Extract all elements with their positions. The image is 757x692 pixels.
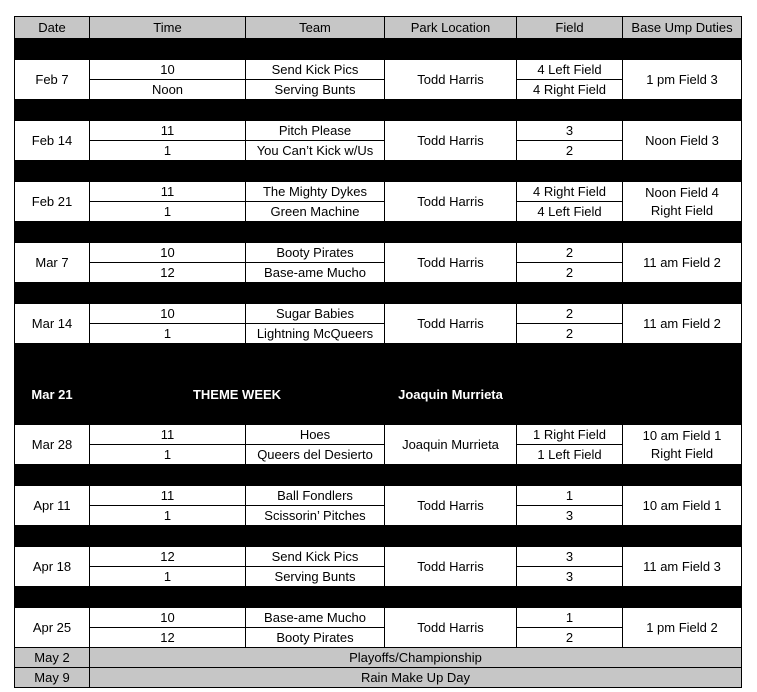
special-date: May 2 (15, 648, 90, 668)
game-row (15, 425, 742, 445)
team-name: Send Kick Pics (246, 60, 385, 80)
team-name: Ball Fondlers (246, 486, 385, 506)
special-row (15, 648, 742, 668)
game-date: Mar 14 (15, 304, 90, 344)
schedule-table (14, 16, 742, 688)
field-name: 4 Left Field (517, 202, 623, 222)
separator-cell (15, 526, 742, 547)
theme-blank (517, 365, 742, 425)
game-date: Mar 7 (15, 243, 90, 283)
separator-cell (15, 465, 742, 486)
game-time: 1 (90, 202, 246, 222)
game-date: Mar 28 (15, 425, 90, 465)
field-name: 1 Left Field (517, 445, 623, 465)
field-name: 2 (517, 243, 623, 263)
game-row (15, 608, 742, 628)
team-name: You Can’t Kick w/Us (246, 141, 385, 161)
ump-duties: 1 pm Field 2 (623, 608, 742, 648)
separator-cell (15, 344, 742, 365)
ump-duties: Noon Field 3 (623, 121, 742, 161)
field-name: 2 (517, 324, 623, 344)
game-time: 1 (90, 567, 246, 587)
team-name: Green Machine (246, 202, 385, 222)
separator-row (15, 161, 742, 182)
separator-row (15, 587, 742, 608)
schedule-body (15, 17, 742, 688)
field-name: 2 (517, 263, 623, 283)
field-name: 1 (517, 486, 623, 506)
game-time: 11 (90, 121, 246, 141)
ump-duties: 11 am Field 3 (623, 547, 742, 587)
park-location: Todd Harris (385, 60, 517, 100)
team-name: The Mighty Dykes (246, 182, 385, 202)
game-time: 10 (90, 60, 246, 80)
field-name: 2 (517, 628, 623, 648)
game-time: 12 (90, 547, 246, 567)
game-time: Noon (90, 80, 246, 100)
field-name: 4 Right Field (517, 182, 623, 202)
separator-row (15, 283, 742, 304)
team-name: Scissorin’ Pitches (246, 506, 385, 526)
team-name: Sugar Babies (246, 304, 385, 324)
separator-cell (15, 161, 742, 182)
park-location: Todd Harris (385, 486, 517, 526)
ump-duties: 1 pm Field 3 (623, 60, 742, 100)
separator-cell (15, 283, 742, 304)
separator-cell (15, 222, 742, 243)
team-name: Booty Pirates (246, 628, 385, 648)
separator-cell (15, 100, 742, 121)
team-name: Base-ame Mucho (246, 608, 385, 628)
theme-date: Mar 21 (15, 365, 90, 425)
theme-week-row (15, 365, 742, 425)
separator-row (15, 526, 742, 547)
park-location: Todd Harris (385, 182, 517, 222)
separator-row (15, 39, 742, 60)
park-location: Todd Harris (385, 243, 517, 283)
game-time: 11 (90, 486, 246, 506)
game-time: 1 (90, 141, 246, 161)
game-date: Feb 21 (15, 182, 90, 222)
game-row (15, 486, 742, 506)
game-row (15, 182, 742, 202)
park-location: Todd Harris (385, 547, 517, 587)
game-row (15, 547, 742, 567)
team-name: Hoes (246, 425, 385, 445)
team-name: Serving Bunts (246, 567, 385, 587)
game-row (15, 304, 742, 324)
game-row (15, 121, 742, 141)
park-location: Todd Harris (385, 608, 517, 648)
game-date: Feb 7 (15, 60, 90, 100)
game-row (15, 60, 742, 80)
header-team: Team (246, 17, 385, 39)
game-time: 1 (90, 506, 246, 526)
game-date: Apr 11 (15, 486, 90, 526)
separator-row (15, 344, 742, 365)
game-time: 1 (90, 445, 246, 465)
team-name: Serving Bunts (246, 80, 385, 100)
game-date: Feb 14 (15, 121, 90, 161)
park-location: Joaquin Murrieta (385, 425, 517, 465)
field-name: 3 (517, 547, 623, 567)
header-park: Park Location (385, 17, 517, 39)
special-date: May 9 (15, 668, 90, 688)
game-time: 10 (90, 608, 246, 628)
field-name: 3 (517, 567, 623, 587)
separator-row (15, 100, 742, 121)
ump-duties: 10 am Field 1 Right Field (623, 425, 742, 465)
special-row (15, 668, 742, 688)
theme-park: Joaquin Murrieta (385, 365, 517, 425)
field-name: 2 (517, 141, 623, 161)
special-label: Rain Make Up Day (90, 668, 742, 688)
theme-label: THEME WEEK (90, 365, 385, 425)
team-name: Booty Pirates (246, 243, 385, 263)
field-name: 1 (517, 608, 623, 628)
header-ump: Base Ump Duties (623, 17, 742, 39)
team-name: Send Kick Pics (246, 547, 385, 567)
team-name: Base-ame Mucho (246, 263, 385, 283)
field-name: 1 Right Field (517, 425, 623, 445)
header-row (15, 17, 742, 39)
separator-row (15, 222, 742, 243)
field-name: 4 Right Field (517, 80, 623, 100)
separator-row (15, 465, 742, 486)
separator-cell (15, 39, 742, 60)
ump-duties: 11 am Field 2 (623, 243, 742, 283)
field-name: 4 Left Field (517, 60, 623, 80)
ump-duties: 10 am Field 1 (623, 486, 742, 526)
game-time: 10 (90, 304, 246, 324)
park-location: Todd Harris (385, 304, 517, 344)
field-name: 2 (517, 304, 623, 324)
game-time: 12 (90, 263, 246, 283)
field-name: 3 (517, 506, 623, 526)
game-date: Apr 18 (15, 547, 90, 587)
header-date: Date (15, 17, 90, 39)
game-date: Apr 25 (15, 608, 90, 648)
game-row (15, 243, 742, 263)
separator-cell (15, 587, 742, 608)
game-time: 11 (90, 182, 246, 202)
special-label: Playoffs/Championship (90, 648, 742, 668)
ump-duties: 11 am Field 2 (623, 304, 742, 344)
game-time: 1 (90, 324, 246, 344)
team-name: Queers del Desierto (246, 445, 385, 465)
game-time: 10 (90, 243, 246, 263)
park-location: Todd Harris (385, 121, 517, 161)
header-field: Field (517, 17, 623, 39)
header-time: Time (90, 17, 246, 39)
field-name: 3 (517, 121, 623, 141)
game-time: 11 (90, 425, 246, 445)
team-name: Pitch Please (246, 121, 385, 141)
team-name: Lightning McQueers (246, 324, 385, 344)
ump-duties: Noon Field 4 Right Field (623, 182, 742, 222)
game-time: 12 (90, 628, 246, 648)
